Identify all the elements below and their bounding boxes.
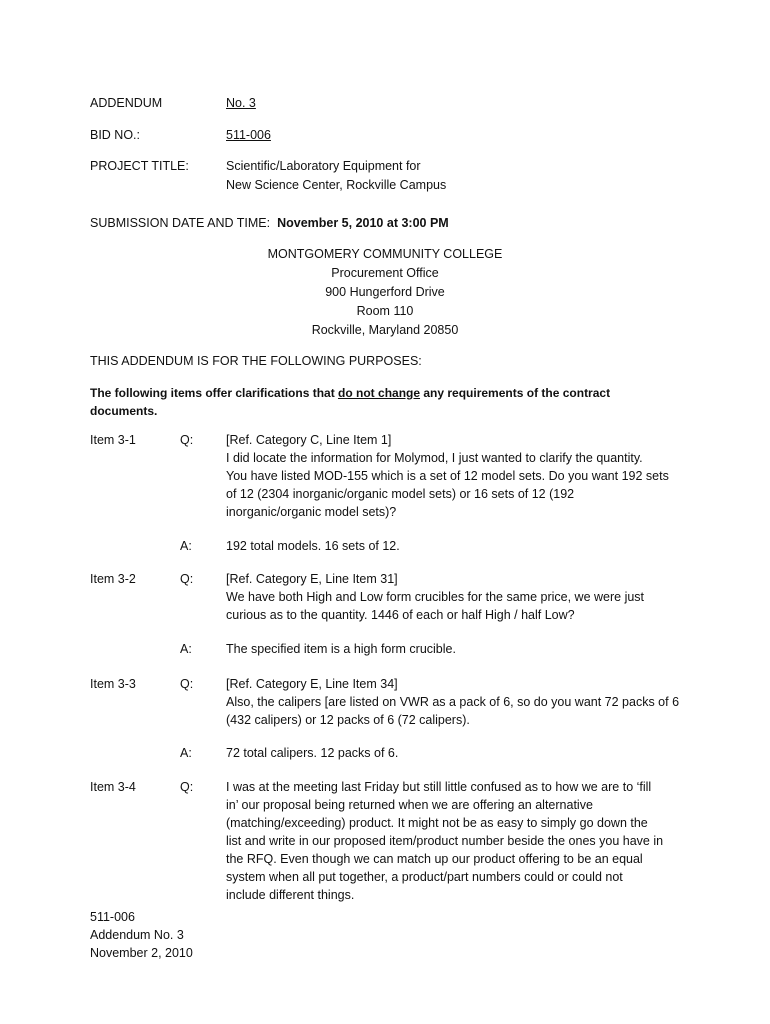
address-line-3: 900 Hungerford Drive [325, 285, 445, 299]
address-line-4: Room 110 [356, 304, 414, 318]
item-3-3-label: Item 3-3 [90, 677, 136, 691]
item-3-2-label: Item 3-2 [90, 572, 136, 586]
purposes-heading: THIS ADDENDUM IS FOR THE FOLLOWING PURPOSES: [90, 354, 422, 368]
submission-label: SUBMISSION DATE AND TIME: [90, 216, 271, 230]
item-3-4-question [226, 778, 663, 904]
question-line: [Ref. Category C, Line Item 1] [226, 433, 392, 447]
bid-label: BID NO.: [90, 128, 141, 142]
item-3-1-q-label: Q: [180, 433, 194, 447]
question-line: inorganic/organic model sets)? [226, 505, 397, 519]
clarification-line-2: documents. [90, 404, 158, 418]
project-title-label: PROJECT TITLE: [90, 159, 189, 173]
clarification-line-1 [90, 384, 610, 402]
address-line-1: MONTGOMERY COMMUNITY COLLEGE [267, 247, 503, 261]
project-title-line-2: New Science Center, Rockville Campus [226, 178, 447, 192]
question-line: list and write in our proposed item/product number beside the ones you have in [226, 834, 664, 848]
item-3-3-answer: 72 total calipers. 12 packs of 6. [226, 746, 399, 760]
question-line: curious as to the quantity. 1446 of each or half High / half Low? [226, 608, 575, 622]
item-3-4-q-label: Q: [180, 780, 194, 794]
submission-date: November 5, 2010 at 3:00 PM [277, 216, 449, 230]
addendum-number: No. 3 [226, 96, 256, 110]
item-3-4-label: Item 3-4 [90, 780, 136, 794]
question-line: You have listed MOD-155 which is a set of 12 model sets. Do you want 192 sets [226, 469, 669, 483]
item-3-3-a-label: A: [180, 746, 192, 760]
clarification-underlined: do not change [338, 386, 421, 400]
item-3-3-q-label: Q: [180, 677, 194, 691]
item-3-2-answer: The specified item is a high form crucible. [226, 642, 456, 656]
question-line: I was at the meeting last Friday but still little confused as to how we are to ‘fill [226, 780, 652, 794]
bid-number: 511-006 [226, 128, 271, 142]
item-3-1-label: Item 3-1 [90, 433, 136, 447]
addendum-label: ADDENDUM [90, 96, 163, 110]
clarification-prefix: The following items offer clarifications that [90, 386, 339, 400]
question-line: (432 calipers) or 12 packs of 6 (72 calipers). [226, 713, 470, 727]
question-line: [Ref. Category E, Line Item 34] [226, 677, 398, 691]
item-3-1-a-label: A: [180, 539, 192, 553]
footer-date: November 2, 2010 [90, 946, 193, 960]
address-line-5: Rockville, Maryland 20850 [311, 323, 459, 337]
clarification-suffix: any requirements of the contract [420, 386, 611, 400]
question-line: system when all put together, a product/part numbers could or could not [226, 870, 623, 884]
question-line: We have both High and Low form crucibles for the same price, we were just [226, 590, 645, 604]
item-3-1-question [226, 431, 669, 521]
footer-addendum: Addendum No. 3 [90, 928, 184, 942]
question-line: (matching/exceeding) product. It might not be as easy to simply go down the [226, 816, 648, 830]
address-line-2: Procurement Office [331, 266, 439, 280]
item-3-1-answer: 192 total models. 16 sets of 12. [226, 539, 400, 553]
project-title-line-1: Scientific/Laboratory Equipment for [226, 159, 421, 173]
question-line: include different things. [226, 888, 355, 902]
question-line: the RFQ. Even though we can match up our product offering to be an equal [226, 852, 643, 866]
question-line: of 12 (2304 inorganic/organic model sets) or 16 sets of 12 (192 [226, 487, 575, 501]
item-3-3-question [226, 675, 679, 729]
footer-block [90, 908, 193, 962]
item-3-2-question [226, 570, 644, 624]
question-line: [Ref. Category E, Line Item 31] [226, 572, 398, 586]
submission-line [90, 214, 449, 232]
question-line: Also, the calipers [are listed on VWR as a pack of 6, so do you want 72 packs of 6 [226, 695, 680, 709]
question-line: I did locate the information for Molymod, I just wanted to clarify the quantity. [226, 451, 643, 465]
item-3-2-q-label: Q: [180, 572, 194, 586]
question-line: in’ our proposal being returned when we are offering an alternative [226, 798, 593, 812]
footer-bid-number: 511-006 [90, 910, 135, 924]
item-3-2-a-label: A: [180, 642, 192, 656]
